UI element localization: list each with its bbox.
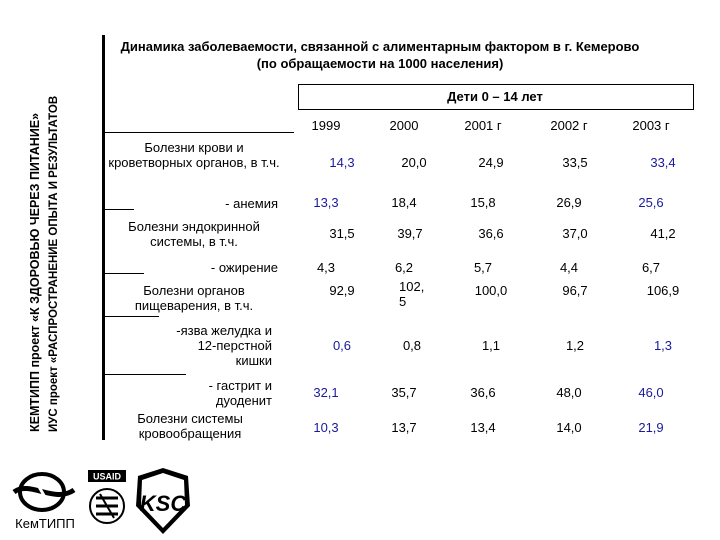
value-cell: 36,6	[470, 385, 496, 400]
value-cell: 33,5	[562, 155, 588, 170]
value-cell: 18,4	[391, 195, 417, 210]
year-header: 2002 г	[550, 118, 588, 133]
value-cell: 96,7	[562, 283, 588, 298]
value-cell: 1,2	[565, 338, 585, 353]
year-header: 2003 г	[632, 118, 670, 133]
value-cell: 36,6	[478, 226, 504, 241]
year-header: 2001 г	[464, 118, 502, 133]
value-cell: 102, 5	[399, 279, 425, 309]
row-label: - анемия	[225, 196, 278, 211]
row-label: - гастрит и дуоденит	[208, 378, 272, 408]
row-label: Болезни органов пищеварения, в т.ч.	[134, 283, 254, 313]
value-cell: 24,9	[478, 155, 504, 170]
row-separator	[104, 273, 144, 274]
kemtipp-logo-text: КемТИПП	[15, 516, 75, 531]
value-cell: 32,1	[313, 385, 339, 400]
value-cell: 25,6	[638, 195, 664, 210]
value-cell: 48,0	[556, 385, 582, 400]
row-separator	[104, 209, 134, 210]
vertical-divider	[102, 35, 105, 440]
value-cell: 15,8	[470, 195, 496, 210]
value-cell: 13,7	[391, 420, 417, 435]
value-cell: 0,6	[332, 338, 352, 353]
row-label: Болезни крови и кроветворных органов, в т.ч.	[108, 140, 280, 170]
row-label: -язва желудка и 12-перстной кишки	[176, 323, 272, 368]
value-cell: 13,3	[313, 195, 339, 210]
year-header: 2000	[389, 118, 419, 133]
usaid-logo	[86, 468, 128, 532]
page-title	[110, 38, 650, 72]
title-line-2: (по обращаемости на 1000 населения)	[256, 56, 504, 71]
value-cell: 106,9	[646, 283, 680, 298]
value-cell: 46,0	[638, 385, 664, 400]
value-cell: 1,1	[481, 338, 501, 353]
value-cell: 21,9	[638, 420, 664, 435]
row-label: Болезни эндокринной системы, в т.ч.	[128, 219, 260, 249]
value-cell: 100,0	[474, 283, 508, 298]
title-line-1: Динамика заболеваемости, связанной с алиментарным фактором в г. Кемерово	[120, 39, 640, 54]
value-cell: 14,3	[329, 155, 355, 170]
value-cell: 37,0	[562, 226, 588, 241]
ius-side-title: ИУС проект «РАСПРОСТРАНЕНИЕ ОПЫТА И РЕЗУЛЬТАТОВ	[48, 95, 60, 432]
value-cell: 10,3	[313, 420, 339, 435]
value-cell: 41,2	[650, 226, 676, 241]
value-cell: 0,8	[402, 338, 422, 353]
value-cell: 39,7	[397, 226, 423, 241]
value-cell: 33,4	[650, 155, 676, 170]
row-label: - ожирение	[210, 260, 278, 275]
row-separator	[104, 316, 159, 317]
value-cell: 35,7	[391, 385, 417, 400]
value-cell: 6,2	[394, 260, 414, 275]
value-cell: 6,7	[641, 260, 661, 275]
value-cell: 5,7	[473, 260, 493, 275]
row-label: Болезни системы кровообращения	[137, 411, 243, 441]
row-separator	[104, 132, 294, 133]
kemtipp-logo	[10, 470, 80, 532]
project-side-title: КЕМТИПП проект «К ЗДОРОВЬЮ ЧЕРЕЗ ПИТАНИЕ»	[28, 112, 42, 432]
value-cell: 20,0	[401, 155, 427, 170]
year-header: 1999	[311, 118, 341, 133]
ksc-logo	[132, 466, 194, 536]
value-cell: 4,4	[559, 260, 579, 275]
row-separator	[104, 374, 186, 375]
usaid-logo-text: USAID	[92, 471, 122, 482]
value-cell: 14,0	[556, 420, 582, 435]
value-cell: 1,3	[653, 338, 673, 353]
group-header: Дети 0 – 14 лет	[447, 89, 543, 104]
value-cell: 31,5	[329, 226, 355, 241]
value-cell: 13,4	[470, 420, 496, 435]
value-cell: 92,9	[329, 283, 355, 298]
value-cell: 26,9	[556, 195, 582, 210]
value-cell: 4,3	[316, 260, 336, 275]
ksc-logo-text: KSC	[139, 491, 187, 516]
